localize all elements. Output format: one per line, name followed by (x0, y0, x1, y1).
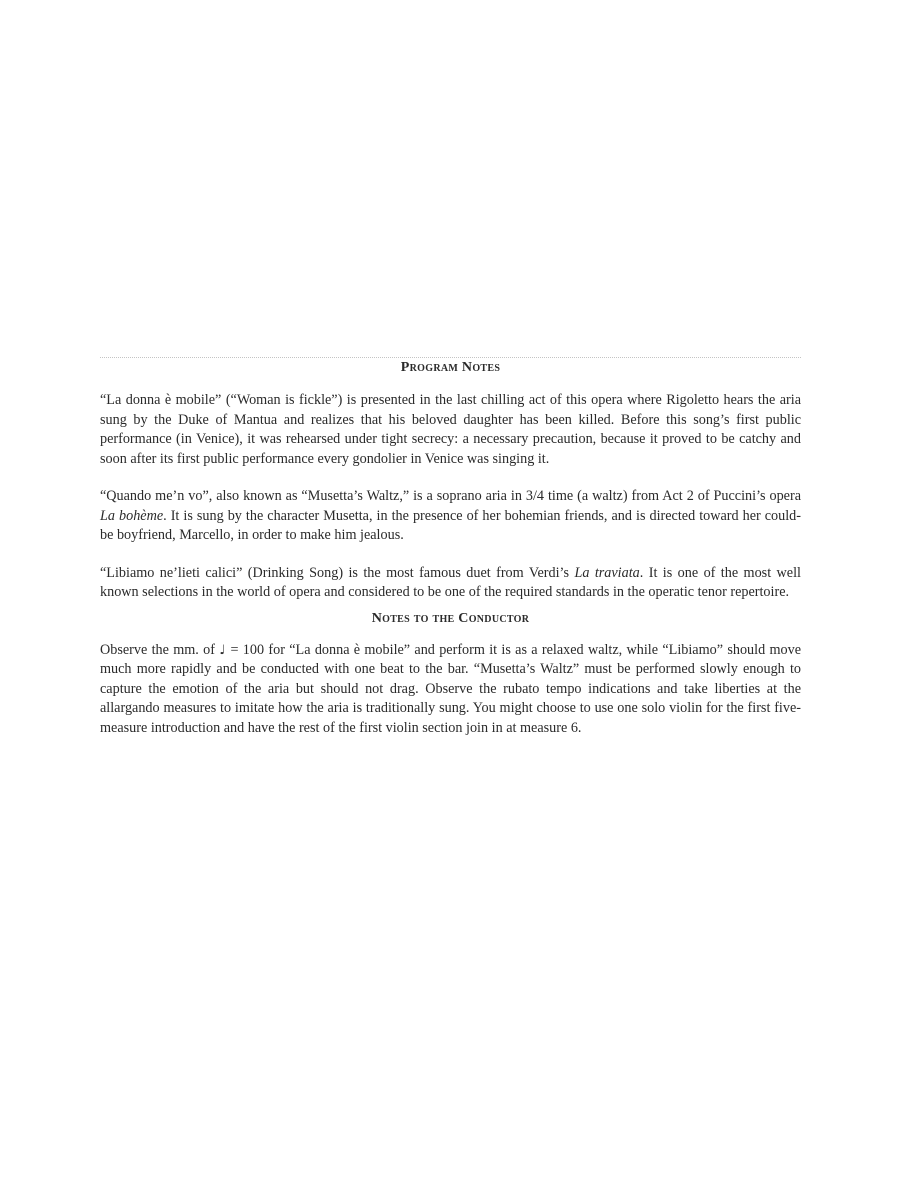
paragraph-text: “Libiamo ne’lieti calici” (Drinking Song) is the most famous duet from Verdi’s (100, 564, 575, 581)
paragraph-text: “Quando me’n vo”, also known as “Musetta’s Waltz,” is a soprano aria in 3/4 time (a waltz) from Act 2 of Puccini’s opera (100, 488, 801, 504)
conductor-notes-section (100, 611, 801, 739)
quarter-note-icon: ♩ (219, 642, 227, 658)
paragraph-text: . It is sung by the character Musetta, in the presence of her bohemian friends, and is directed toward her could-be boyfriend, Marcello, in order to make him jealous. (100, 507, 801, 543)
program-note-paragraph (100, 487, 801, 546)
conductor-notes-heading: Notes to the Conductor (371, 610, 530, 626)
notes-page (100, 357, 801, 738)
program-note-paragraph (100, 564, 801, 603)
paragraph-text: = 100 for “La donna è mobile” and perform it is as a relaxed waltz, while “Libiamo” should move much more rapidly and be conducted with one beat to the bar. “Musetta’s Waltz” must be performed slowly enough to capture the emotion of the aria but should not drag. Observe the rubato tempo indications and take liberties at the allargando measures to imitate how the aria is traditionally sung. You might choose to use one solo violin for the first five-measure introduction and have the rest of the first violin section join in at measure 6. (100, 641, 801, 736)
opera-title: La bohème (100, 507, 164, 524)
program-note-paragraph (100, 391, 801, 469)
opera-title: La traviata (574, 564, 640, 581)
paragraph-text: Observe the mm. of (100, 641, 220, 658)
conductor-note-paragraph (100, 641, 801, 739)
paragraph-text: . It is one of the most well known selections in the world of opera and considered to be one of the required standards in the operatic tenor repertoire. (100, 564, 801, 600)
program-notes-heading: Program Notes (400, 360, 501, 375)
program-notes-section (100, 357, 801, 603)
paragraph-text: “La donna è mobile” (“Woman is fickle”) is presented in the last chilling act of this opera where Rigoletto hears the aria sung by the Duke of Mantua and realizes that his beloved daughter has been killed. Before this song’s first public performance (in Venice), it was rehearsed under tight secrecy: a necessary precaution, because it proved to be catchy and soon after its first public performance every gondolier in Venice was singing it. (100, 392, 801, 467)
divider-rule (100, 357, 801, 358)
